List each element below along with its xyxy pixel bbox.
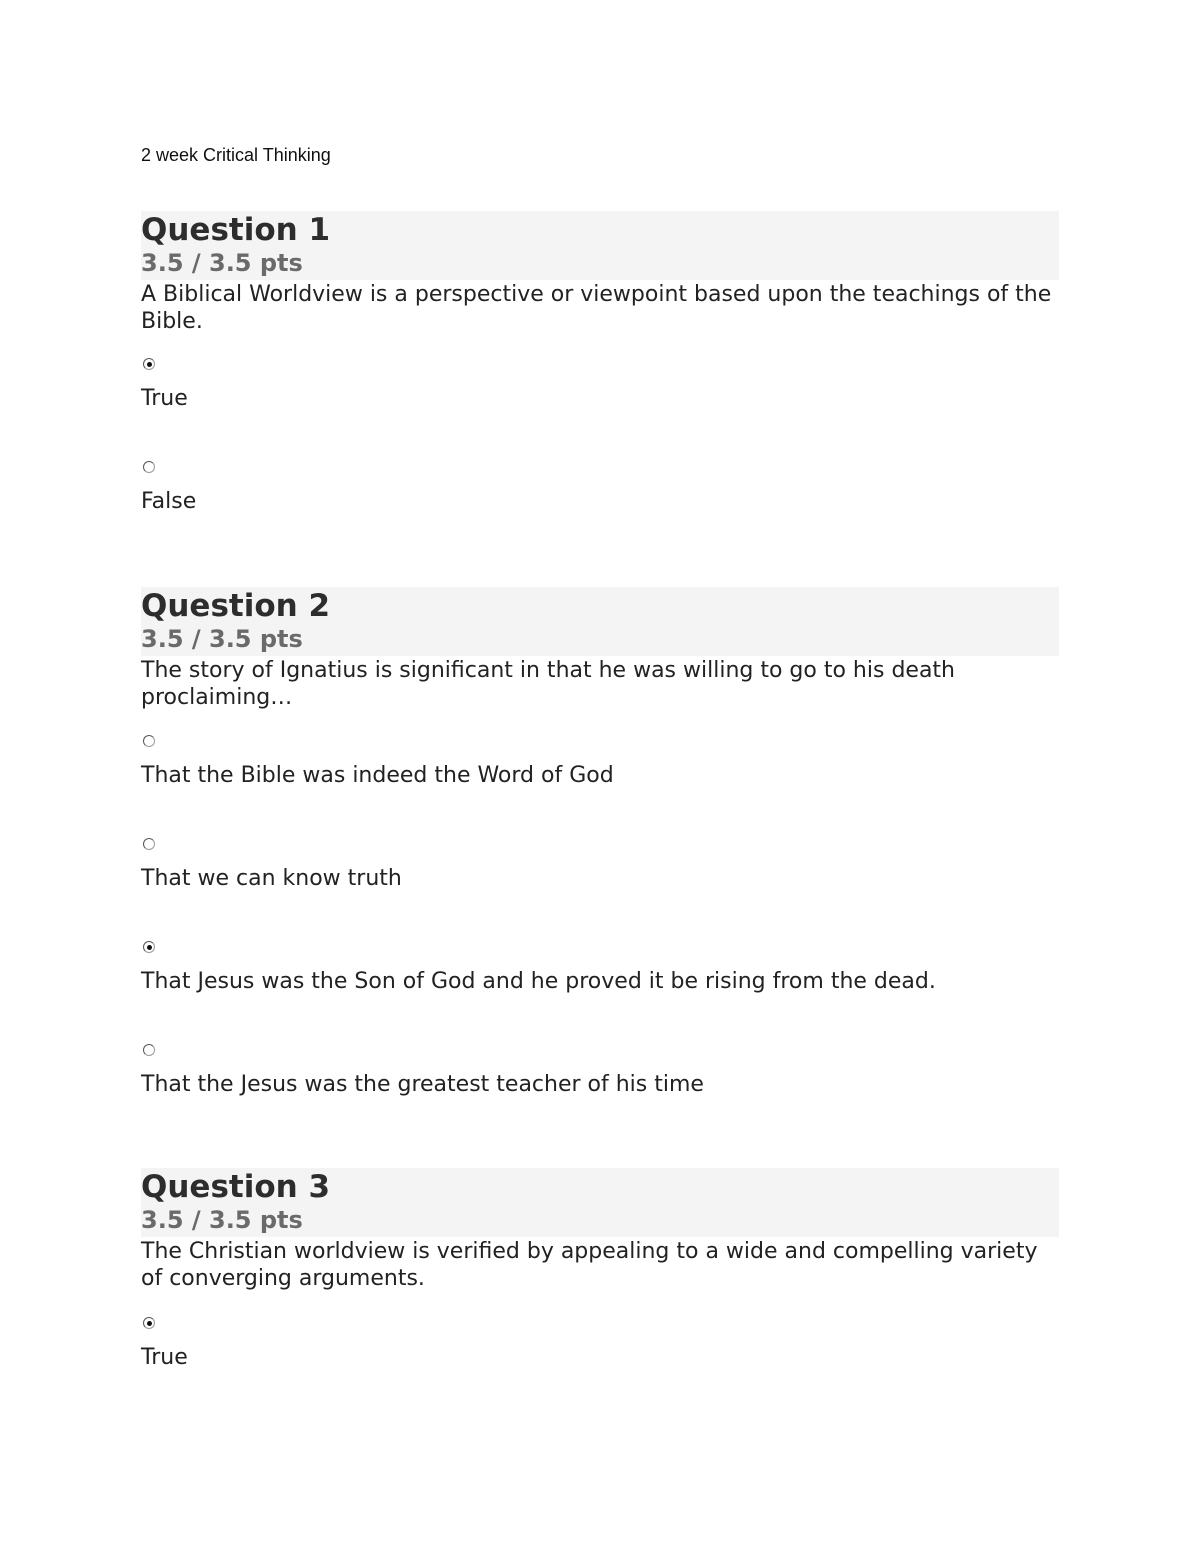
radio-button[interactable] bbox=[143, 358, 155, 370]
question-title: Question 1 bbox=[141, 212, 331, 248]
question-header bbox=[141, 211, 1059, 280]
question-points: 3.5 / 3.5 pts bbox=[141, 625, 303, 653]
answer-list bbox=[141, 358, 1059, 564]
answer-option[interactable] bbox=[141, 461, 1059, 564]
radio-button[interactable] bbox=[143, 1317, 155, 1329]
answer-label: That Jesus was the Son of God and he proved it be rising from the dead. bbox=[141, 969, 936, 994]
answer-option[interactable] bbox=[141, 1317, 1059, 1420]
question-header bbox=[141, 587, 1059, 656]
question-points: 3.5 / 3.5 pts bbox=[141, 249, 303, 277]
radio-button[interactable] bbox=[143, 1044, 155, 1056]
answer-option[interactable] bbox=[141, 358, 1059, 461]
radio-button[interactable] bbox=[143, 461, 155, 473]
answer-label: That we can know truth bbox=[141, 866, 402, 891]
answer-option[interactable] bbox=[141, 941, 1059, 1044]
answer-list bbox=[141, 735, 1059, 1147]
answer-option[interactable] bbox=[141, 1044, 1059, 1147]
answer-option[interactable] bbox=[141, 735, 1059, 838]
radio-button[interactable] bbox=[143, 838, 155, 850]
radio-button[interactable] bbox=[143, 941, 155, 953]
answer-label: False bbox=[141, 489, 197, 514]
question-header bbox=[141, 1168, 1059, 1237]
question-points: 3.5 / 3.5 pts bbox=[141, 1206, 303, 1234]
answer-list bbox=[141, 1317, 1059, 1420]
document-title: 2 week Critical Thinking bbox=[141, 145, 331, 165]
question-text: The Christian worldview is verified by appealing to a wide and compelling variety of converging arguments. bbox=[141, 1239, 1038, 1291]
question-text: A Biblical Worldview is a perspective or viewpoint based upon the teachings of the Bible. bbox=[141, 282, 1052, 334]
answer-option[interactable] bbox=[141, 838, 1059, 941]
question-title: Question 3 bbox=[141, 1169, 331, 1205]
question-1 bbox=[141, 211, 1059, 564]
question-text: The story of Ignatius is significant in that he was willing to go to his death proclaiming… bbox=[141, 658, 955, 710]
answer-label: True bbox=[141, 386, 188, 411]
question-title: Question 2 bbox=[141, 588, 331, 624]
answer-label: That the Jesus was the greatest teacher of his time bbox=[141, 1072, 704, 1097]
answer-label: That the Bible was indeed the Word of God bbox=[141, 763, 614, 788]
radio-button[interactable] bbox=[143, 735, 155, 747]
question-2 bbox=[141, 587, 1059, 1147]
answer-label: True bbox=[141, 1345, 188, 1370]
question-3 bbox=[141, 1168, 1059, 1420]
